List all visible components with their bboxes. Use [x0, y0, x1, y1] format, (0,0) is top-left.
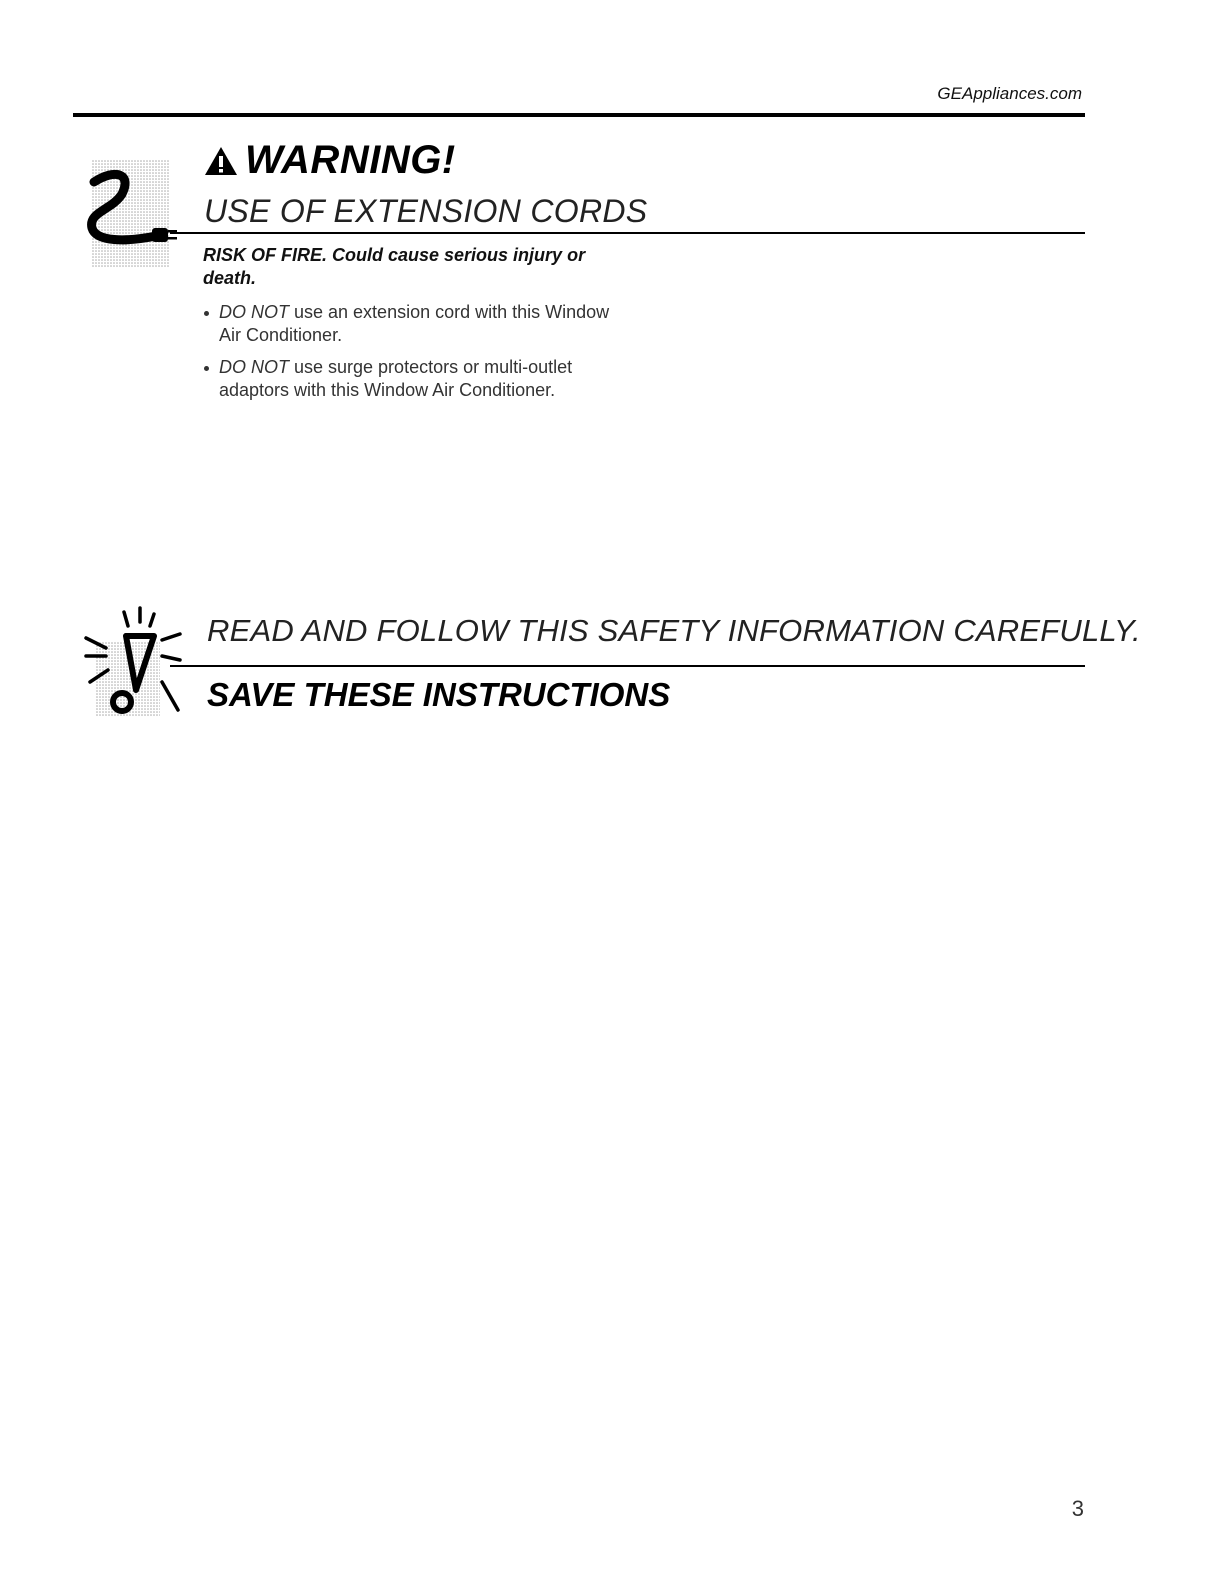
risk-statement: RISK OF FIRE. Could cause serious injury or death. [203, 245, 586, 288]
site-url: GEAppliances.com [937, 84, 1082, 103]
section-rule [170, 232, 1085, 234]
warning-triangle-icon [203, 145, 239, 177]
extension-cord-icon [86, 160, 186, 270]
header-rule [73, 113, 1085, 117]
warning-bullet-list [203, 301, 633, 411]
warning-title-text: WARNING! [245, 138, 456, 182]
notice-rule [170, 665, 1085, 667]
warning-title [203, 138, 456, 183]
read-follow-notice: READ AND FOLLOW THIS SAFETY INFORMATION CAREFULLY. [207, 613, 1141, 648]
page-number: 3 [1071, 1496, 1084, 1521]
exclamation-safety-icon [84, 606, 184, 718]
list-item: DO NOT use an extension cord with this Window Air Conditioner. [203, 301, 633, 347]
save-instructions: SAVE THESE INSTRUCTIONS [207, 676, 671, 713]
list-item: DO NOT use surge protectors or multi-outlet adaptors with this Window Air Conditioner. [203, 356, 633, 402]
section-heading: USE OF EXTENSION CORDS [204, 193, 648, 229]
